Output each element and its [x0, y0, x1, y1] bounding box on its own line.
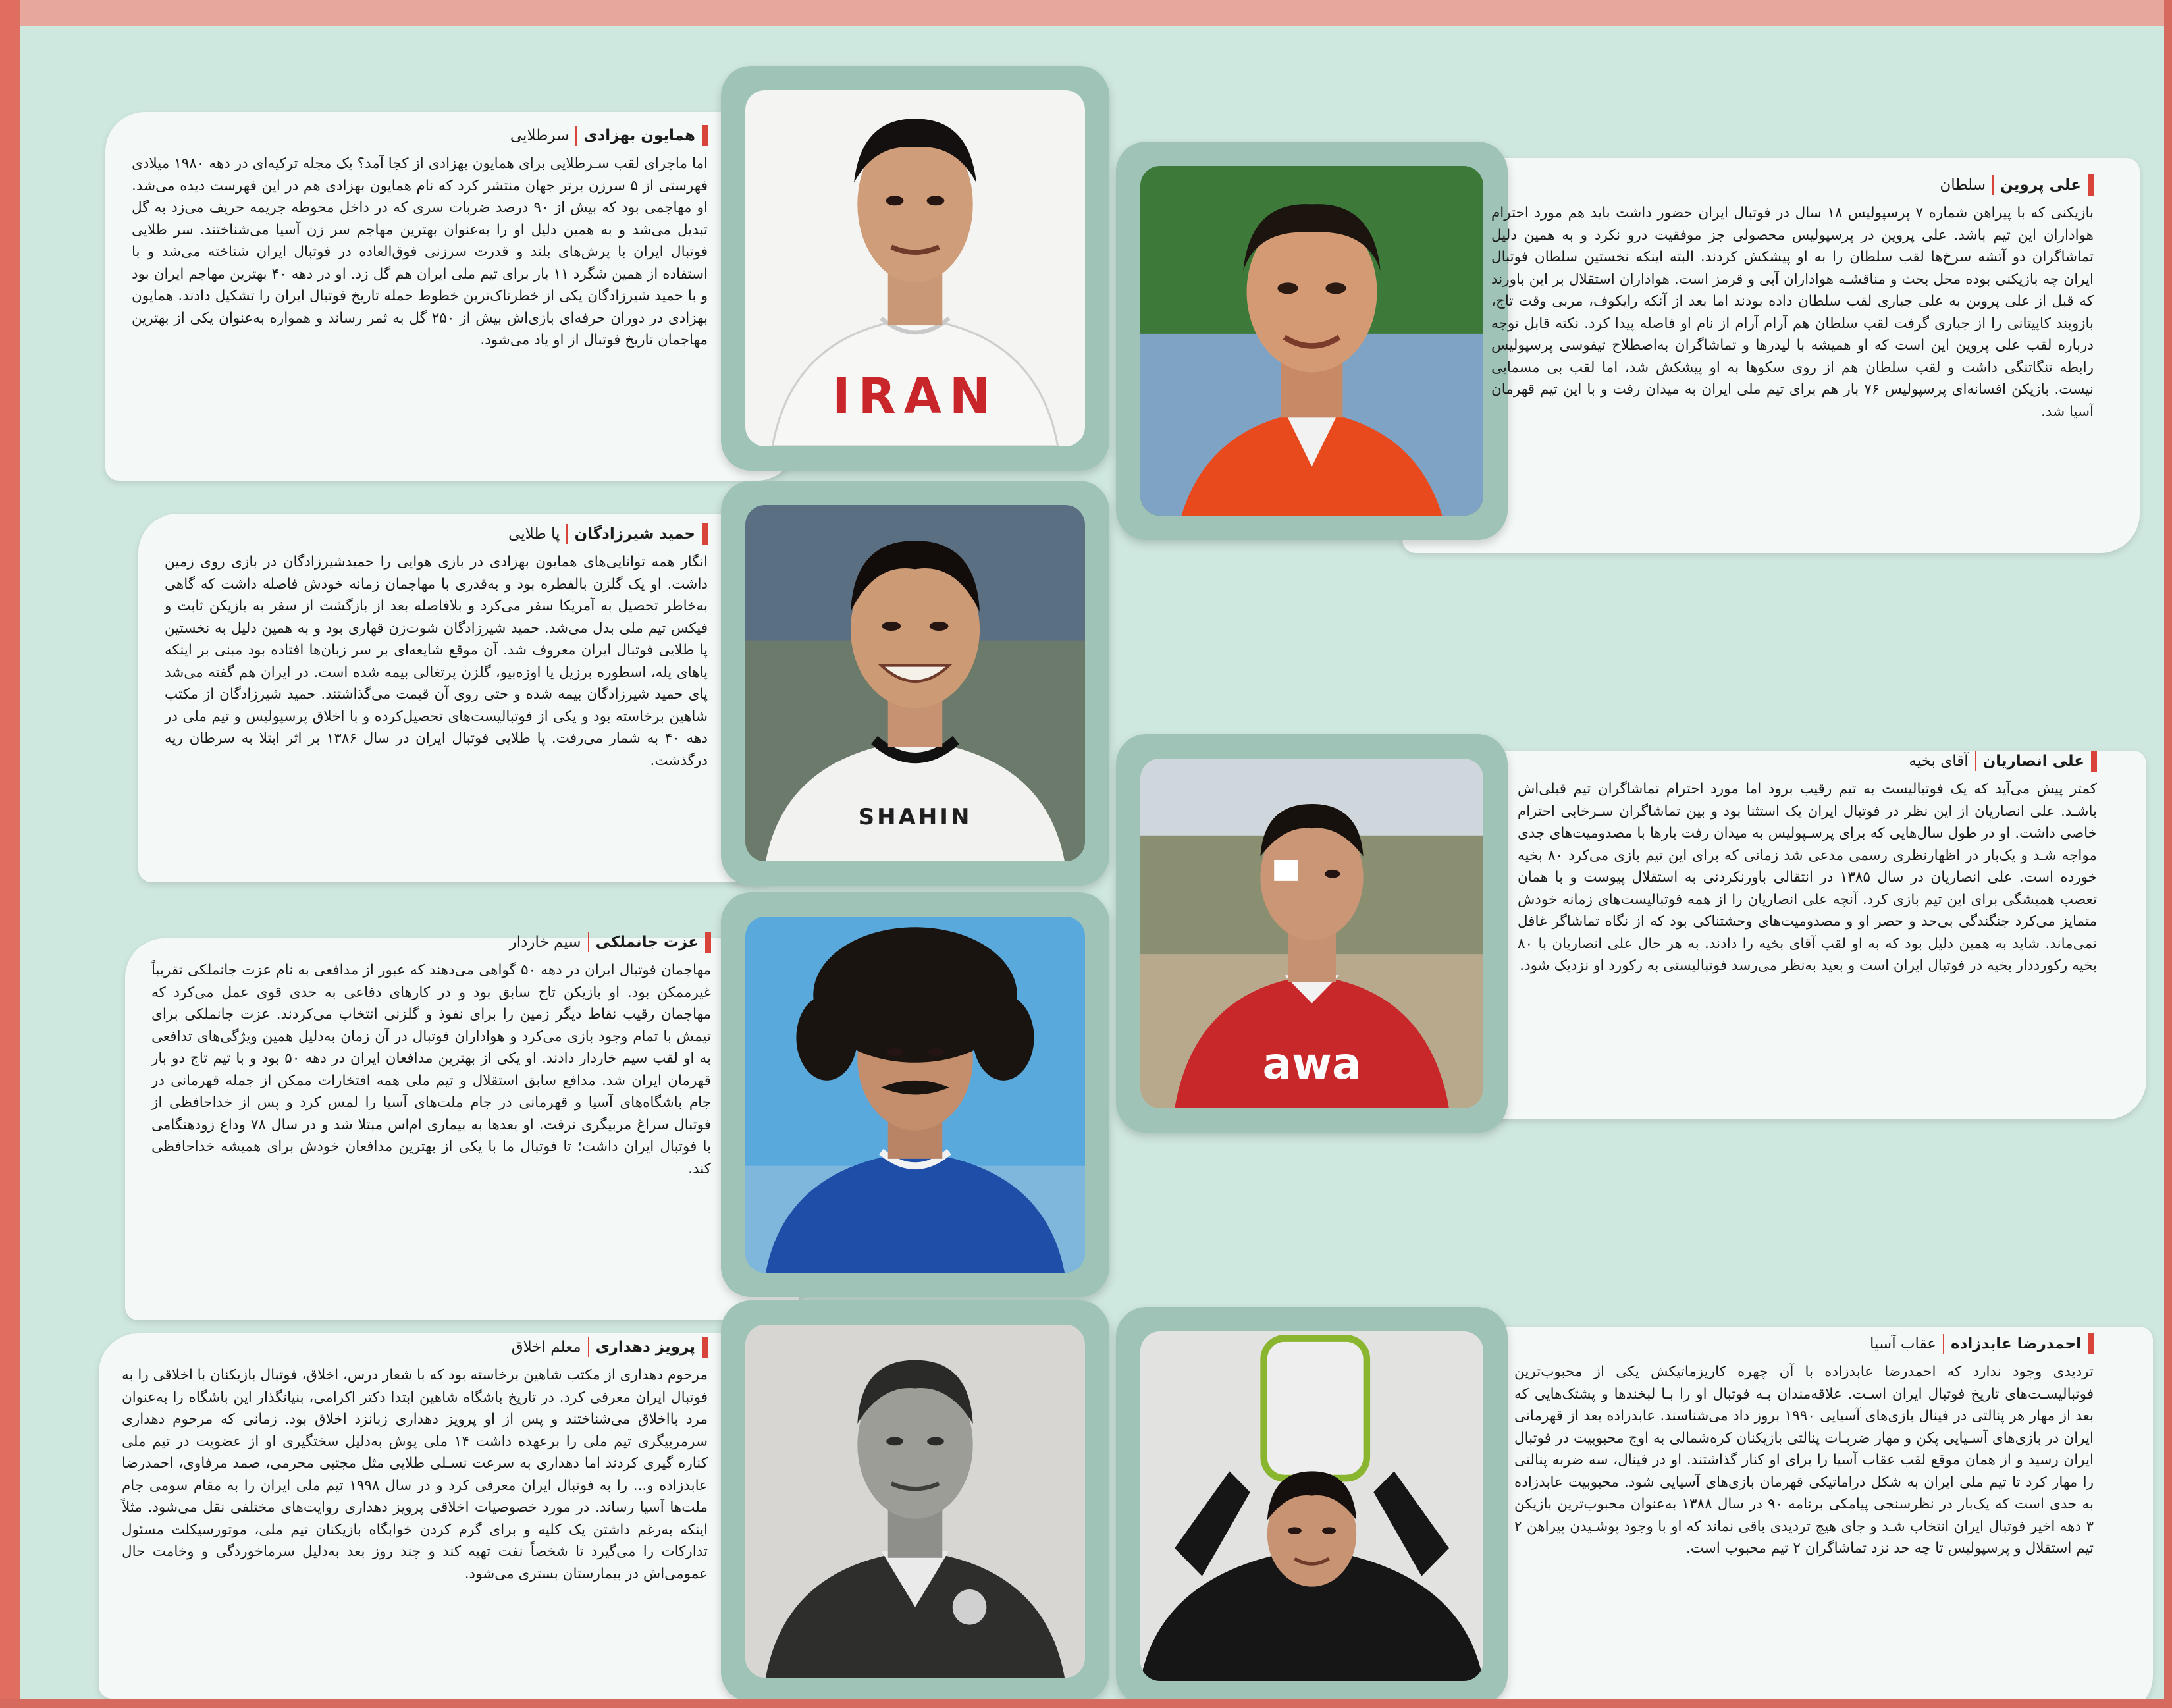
player-header	[1514, 1333, 2094, 1354]
player-bio: مرحوم دهداری از مکتب شاهین برخاسته بود که با شعار درس، اخلاق، فوتبال بازیکنان با اخلاقی را به فوتبال ایران معرفی کرد. در تاریخ باشگاه شاهین ابتدا دکتر اکرامی، بنیانگذار این باشگاه را به‌عنوان مرد بااخلاق می‌شناختند و پس از او پرویز دهداری زبانزد اخلاق بود. زمانی که مرحوم دهداری سرمربیگری تیم ملی را برعهده داشت ۱۴ ملی پوش به‌دلیل سختگیری او از عضویت در تیم ملی کناره گیری کردند اما دهداری به سرعت نسـلی طلایی مثل مجتبی محرمی، صمد مرفاوی، احمدرضا عابدزاده و... را به فوتبال ایران معرفی کرد و در سال ۱۹۹۸ تیم ملی ایران را به مقام سومی جام ملت‌ها آسیا رساند. در مورد خصوصیات اخلاقی پرویز دهداری روایت‌های مختلفی نقل می‌شود. مثلاً اینکه به‌رغم داشتن یک کلیه و برای گرم کردن خوابگاه بازیکنان تیم ملی، موتورسیکلت مسئول تدارکات را می‌گیرد تا شخصاً نفت تهیه کند و چند روز بعد به‌دلیل سرماخوردگی و وخامت حال عمومی‌اش در بیمارستان بستری می‌شود.	[122, 1367, 708, 1582]
article-dehdari	[122, 1337, 708, 1585]
player-name: پرویز دهداری	[595, 1339, 695, 1356]
header-separator	[566, 524, 568, 544]
player-bio: تردیدی وجود ندارد که احمدرضا عابدزاده با آن چهره کاریزماتیکش یکی از محبوب‌ترین فوتبالیسـت‌های تاریخ فوتبال ایران اسـت. علاقه‌مندان بـه فوتبال او را بـا لبخندها و پشتک‌هایی که بعد از مهار هر پنالتی در فینال بازی‌های آسیایی ۱۹۹۰ بروز داد می‌شناسند. عابدزاده بعد از قهرمانی ایران در بازی‌های آسـیایی پکن و مهار ضربـات پنالتی بازیکنان کره‌شمالی به اوج محبوبیت در فوتبال ایران رسید و از همان موقع لقب عقاب آسیا را برای او کنار گذاشتند. او در فینال، سه ضربه پنالتی را مهار کرد تا تیم ملی ایران به شکل دراماتیکی قهرمان بازی‌های آسیایی شود. محبوبیت عابدزاده به حدی است که یک‌بار در نظرسنجی پیامکی برنامه ۹۰ در سال ۱۳۸۸ به‌عنوان محبوب‌ترین بازیکن ۳ دهه اخیر فوتبال ایران انتخاب شـد و جای هیچ تردیدی باقی نماند که او با وجود پوشـیدن پیراهن ۲ تیم استقلال و پرسپولیس تا چه حد نزد تماشاگران ۲ تیم محبوب است.	[1514, 1364, 2094, 1557]
player-bio: کمتر پیش می‌آید که یک فوتبالیست به تیم رقیب برود اما مورد احترام تماشاگران تیم قبلی‌اش باشـد. علی انصاریان از این نظر در فوتبال ایران یک استثنا بود و بین تماشاگران سـرخابی احترام خاصی داشت. او در طول سال‌هایی که برای پرسـپولیس به میدان رفت بارها با مصدومیت‌های جدی مواجه شـد و یک‌بار در اظهارنظری رسمی مدعی شد زمانی که برای این تیم بازی می‌کرد ۸۰ بخیه خورده است. علی انصاریان در سال ۱۳۸۵ در انتقالی باورنکردنی به استقلال پیوست و با همان تعصب همیشگی برای این تیم بازی کرد. آنچه علی انصاریان را از همه فوتبالیست‌های زمانه خودش متمایز می‌کرد جنگندگی بی‌حد و حصر او و مصدومیت‌های وحشتناکی بود که از نگاه تماشاگر غافل نمی‌ماند. شاید به همین دلیل بود که به او لقب آقای بخیه را دادند. به هر حال علی انصاریان با ۸۰ بخیه رکورددار بخیه در فوتبال ایران است و بعید به‌نظر می‌رسد فوتبالیستی به رکورد او نزدیک شود.	[1518, 781, 2097, 974]
header-accent-bar	[705, 932, 711, 953]
photo-parvin	[1140, 166, 1483, 516]
player-portrait-icon	[1140, 166, 1483, 516]
player-portrait-icon	[1140, 1331, 1483, 1681]
header-accent-bar	[702, 125, 708, 146]
header-separator	[1992, 175, 1994, 195]
photo-janmaleki	[745, 917, 1085, 1273]
article-ansarian	[1518, 751, 2097, 977]
photo-abedzadeh	[1140, 1331, 1483, 1681]
frame-behzadi	[721, 66, 1109, 471]
article-shirzadegan	[165, 523, 708, 772]
player-header	[122, 1337, 708, 1358]
jersey-text: awa	[1262, 1038, 1362, 1089]
player-header	[165, 523, 708, 545]
header-accent-bar	[2088, 1333, 2094, 1354]
frame-parvin	[1116, 142, 1508, 540]
header-separator	[588, 932, 589, 952]
player-bio: اما ماجرای لقب سـرطلایی برای همایون بهزادی از کجا آمد؟ یک مجله ترکیه‌ای در دهه ۱۹۸۰ میلادی فهرستی از ۵ سرزن برتر جهان منتشر کرد که نام همایون بهزادی هم در این فهرست دیده می‌شد. او مهاجمی بود که بیش از ۹۰ درصد ضربات سری که در داخل محوطه جریمه حریف می‌زد به گل تبدیل می‌شد و به همین دلیل او را به‌عنوان بهترین مهاجم سر زن آسیا می‌شناختند. سر طلایی فوتبال ایران با پرش‌های بلند و قدرت سرزنی فوق‌العاده در فوتبال ایران شناخته می‌شد و با استفاده از همین شگرد ۱۱ بار برای تیم ملی ایران هم گل زد. او در دهه ۴۰ بهترین مهاجم ایران بود و با حمید شیرزادگان یکی از خطرناک‌ترین خطوط حمله تاریخ فوتبال ایران را تشکیل دادند. همایون بهزادی در دوران حرفه‌ای بازی‌اش بیش از ۲۵۰ گل به ثمر رساند و همواره به‌عنوان یکی از بهترین مهاجمان تاریخ فوتبال از او یاد می‌شود.	[132, 155, 708, 348]
photo-dehdari	[745, 1325, 1085, 1678]
header-separator	[575, 126, 577, 146]
bottom-border-strip	[0, 1699, 2172, 1708]
player-nickname: معلم اخلاق	[511, 1339, 581, 1356]
player-nickname: عقاب آسیا	[1869, 1335, 1936, 1352]
header-accent-bar	[2091, 751, 2097, 772]
player-name: حمید شیرزادگان	[574, 525, 695, 543]
player-header	[151, 932, 711, 953]
header-separator	[1943, 1334, 1944, 1354]
right-border-strip	[2164, 0, 2172, 1708]
header-accent-bar	[702, 1337, 708, 1358]
player-header	[1491, 174, 2094, 196]
frame-ansarian	[1116, 734, 1508, 1133]
header-accent-bar	[702, 523, 708, 545]
player-nickname: آقای بخیه	[1909, 753, 1969, 770]
player-nickname: سلطان	[1940, 176, 1986, 194]
frame-janmaleki	[721, 892, 1109, 1297]
player-name: عزت جانملکی	[595, 934, 699, 951]
header-separator	[1975, 751, 1976, 771]
player-name: احمدرضا عابدزاده	[1950, 1335, 2081, 1352]
frame-shirzadegan	[721, 481, 1109, 886]
article-janmaleki	[151, 932, 711, 1180]
infographic-canvas	[20, 26, 2164, 1699]
player-name: علی پروین	[2000, 176, 2081, 194]
player-bio: بازیکنی که با پیراهن شماره ۷ پرسپولیس ۱۸ سال در فوتبال ایران حضور داشت باید هم مورد احترام هواداران این تیم باشد. علی پروین در پرسپولیس محصولی جز موفقیت درو نکرد و به همین دلیل تماشاگران دو آتشه سرخ‌ها لقب سلطان را به او پیشکش کردند. البته اینکه نخستین سلطان فوتبال ایران چه بازیکنی بوده محل بحث و مناقشـه هواداران آبی و قرمز است. هواداران استقلال بر این باورند که قبل از علی پروین به علی جباری لقب سلطان داده بودند اما بعد از آنکه رایکوف، مربی وقت تاج، بازوبند کاپیتانی را از جباری گرفت لقب سلطان هم آرام آرام از نام او فاصله پیدا کرد. نکته قابل توجه درباره لقب علی پروین این است که او همیشه با لیدرها و تماشاگران به‌اصطلاح تیفوسی پرسپولیس رابطه تنگاتنگی داشت و لقب سلطان هم از روی سکوها به او پیشکش شد، اما لقب بی مسمایی نیست. بازیکن افسانه‌ای پرسپولیس ۷۶ بار هم برای تیم ملی ایران به میدان رفت و با این تیم قهرمان آسیا شد.	[1491, 205, 2094, 420]
top-border-strip	[0, 0, 2172, 26]
player-nickname: سرطلایی	[510, 127, 569, 144]
player-bio: انگار همه توانایی‌های همایون بهزادی در بازی هوایی را حمیدشیرزادگان در بازی روی زمین داشت. او یک گلزن بالفطره بود و به‌قدری با مهاجمان زمانه خودش فاصله داشت که گاهی به‌خاطر تحصیل به آمریکا سفر می‌کرد و بلافاصله بعد از بازگشت از سفر به بازیکن ثابت و فیکس تیم ملی بدل می‌شد. حمید شیرزادگان شوت‌زن قهاری بود و به همین دلیل به نخستین پا طلایی فوتبال ایران معروف شد. آن موقع شایعه‌ای بر سر زبان‌ها افتاده بود مبنی بر اینکه پاهای پله، اسطوره برزیل یا اوزه‌بیو، گلزن پرتغالی بیمه شده است. در ایران هم گفته می‌شد پای حمید شیرزادگان بیمه شده و حتی روی آن قیمت می‌گذاشتند. حمید شیرزادگان از مکتب شاهین برخاسته بود و یکی از فوتبالیست‌های تحصیل‌کرده و با اخلاق پرسپولیس و تیم ملی در دهه ۴۰ به شمار می‌رفت. پا طلایی فوتبال ایران در سال ۱۳۸۶ بر اثر ابتلا به سرطان ریه درگذشت.	[165, 554, 708, 769]
player-portrait-icon	[745, 917, 1085, 1273]
player-bio: مهاجمان فوتبال ایران در دهه ۵۰ گواهی می‌دهند که عبور از مدافعی به نام عزت جانملکی تقریباً غیرممکن بود. او بازیکن تاج سابق بود و در کارهای دفاعی به حدی قوی عمل می‌کرد که مهاجمان رقیب نقاط دیگر زمین را برای نفوذ و گلزنی انتخاب می‌کردند. عزت جانملکی برای تیمش با تمام وجود بازی می‌کرد و هواداران فوتبال در آن زمان به‌دلیل همین ویژگی‌های تدافعی به او لقب سیم خاردار دادند. او یکی از بهترین مدافعان ایران در دهه ۵۰ بود و با تیم تاج دو بار قهرمان ایران شد. مدافع سابق استقلال و تیم ملی همه افتخارات ممکن از جمله قهرمانی در جام باشگاه‌های آسیا و قهرمانی در جام ملت‌های آسیا را لمس کرد و پس از خداحافظی از فوتبال سراغ مربیگری نرفت. او بعدها به بیماری ام‌اس مبتلا شد و در سال ۷۸ وداع زودهنگامی با فوتبال ایران داشت؛ تا فوتبال ما با یکی از بهترین مدافعان خودش برای همیشه خداحافظی کند.	[151, 962, 712, 1177]
player-header	[132, 125, 708, 146]
frame-dehdari	[721, 1300, 1109, 1699]
player-header	[1518, 751, 2097, 772]
player-name: علی انصاریان	[1982, 753, 2084, 770]
jersey-text: SHAHIN	[858, 804, 972, 831]
player-name: همایون بهزادی	[583, 127, 695, 144]
article-behzadi	[132, 125, 708, 352]
player-portrait-icon	[745, 1325, 1085, 1678]
photo-behzadi	[745, 90, 1085, 446]
article-parvin	[1491, 174, 2094, 423]
header-accent-bar	[2088, 174, 2094, 196]
photo-ansarian	[1140, 759, 1483, 1108]
player-nickname: پا طلایی	[508, 525, 560, 543]
player-nickname: سیم خاردار	[509, 934, 581, 951]
article-abedzadeh	[1514, 1333, 2094, 1560]
jersey-text: IRAN	[832, 367, 998, 425]
left-border-strip	[0, 0, 20, 1708]
frame-abedzadeh	[1116, 1307, 1508, 1699]
photo-shirzadegan	[745, 505, 1085, 861]
header-separator	[588, 1337, 589, 1357]
